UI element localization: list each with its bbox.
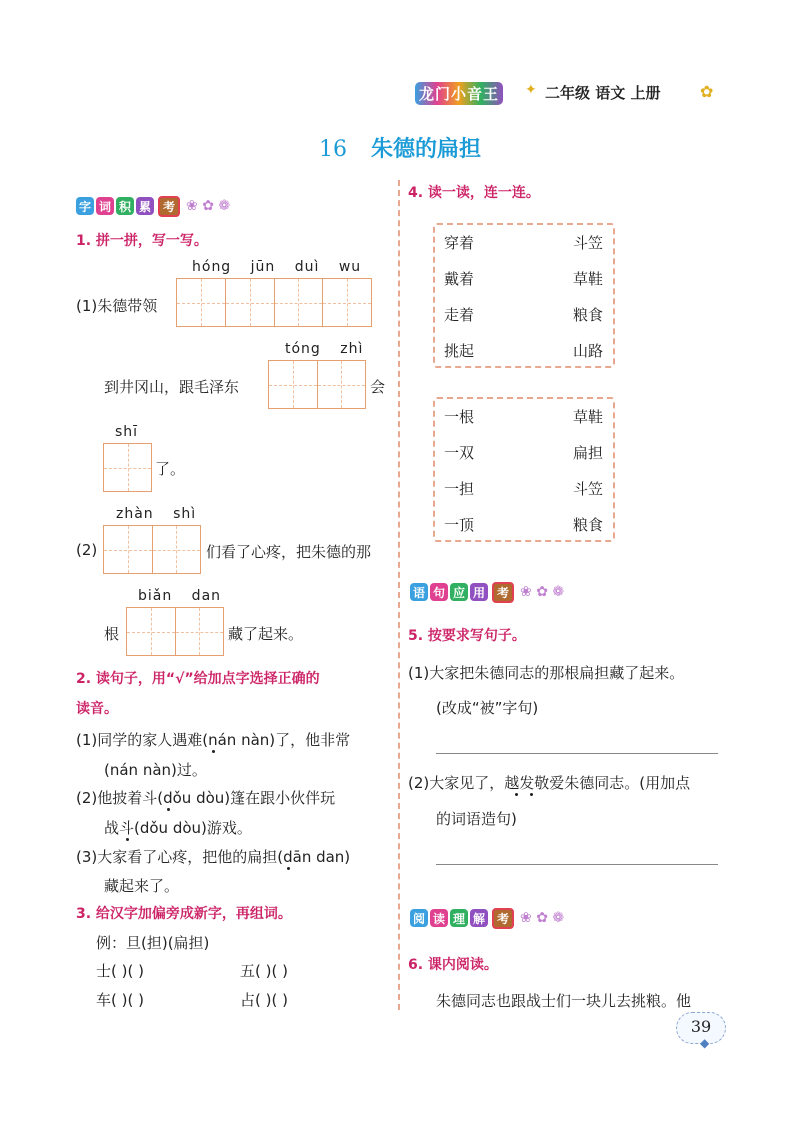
brand-logo (415, 82, 503, 105)
bird-icon: ◆ (700, 1036, 710, 1050)
match2-right-3[interactable]: 斗笠 (573, 480, 604, 498)
q1-text-5b: 藏了起来。 (228, 625, 304, 643)
match1-left-2[interactable]: 戴着 (444, 270, 475, 288)
q3-row-1a[interactable]: 士( )( ) (96, 962, 144, 980)
bear-kao-icon: 考 (492, 908, 514, 929)
match1-right-4[interactable]: 山路 (573, 342, 604, 360)
section-badge-sentences (410, 582, 564, 602)
q3-row-1b[interactable]: 五( )( ) (240, 962, 288, 980)
pinyin-zhan-shi: zhàn shì (116, 506, 197, 522)
bear-kao-icon: 考 (158, 196, 180, 217)
question-4-label: 4. 读一读，连一连。 (408, 185, 540, 201)
lesson-name: 朱德的扁担 (370, 137, 481, 162)
q5-line-1: (1)大家把朱德同志的那根扁担藏了起来。 (408, 664, 685, 682)
match1-left-4[interactable]: 挑起 (444, 342, 475, 360)
q2-line-3: (2)他披着斗(dǒu dòu)篷在跟小伙伴玩 (76, 789, 336, 807)
match1-right-1[interactable]: 斗笠 (573, 234, 604, 252)
question-3-label: 3. 给汉字加偏旁成新字，再组词。 (76, 906, 292, 922)
star-icon: ✦ (525, 82, 537, 98)
butterfly-icon: ❀ ✿ ❁ (520, 584, 565, 600)
writing-grid-4[interactable] (176, 278, 372, 327)
answer-line-2[interactable] (436, 864, 718, 865)
emphasis-dot (126, 838, 129, 841)
header-bar (415, 80, 725, 106)
q2-line-6: 藏起来了。 (104, 877, 180, 895)
section-title-reading: 阅 读 理 解 (410, 909, 488, 927)
emphasis-dot (515, 793, 518, 796)
match1-right-2[interactable]: 草鞋 (573, 270, 604, 288)
match2-right-4[interactable]: 粮食 (573, 516, 604, 534)
q1-text-5a: 根 (104, 625, 120, 643)
question-6-label: 6. 课内阅读。 (408, 957, 498, 973)
question-2-label: 2. 读句子，用“√”给加点字选择正确的 (76, 671, 320, 687)
q2-line-5: (3)大家看了心疼，把他的扁担(dān dan) (76, 848, 351, 866)
writing-grid-2c[interactable] (126, 607, 224, 656)
header-subtitle: 二年级 语文 上册 (545, 84, 661, 102)
q5-line-4: 的词语造句) (436, 810, 517, 828)
writing-grid-2a[interactable] (268, 360, 366, 409)
emphasis-dot (212, 750, 215, 753)
q3-example: 例：旦(担)(扁担) (96, 934, 210, 952)
match2-right-1[interactable]: 草鞋 (573, 408, 604, 426)
q3-row-2b[interactable]: 占( )( ) (240, 991, 288, 1009)
match1-left-1[interactable]: 穿着 (444, 234, 475, 252)
emphasis-dot (530, 793, 533, 796)
emphasis-dot (287, 867, 290, 870)
q1-text-2: 到井冈山，跟毛泽东 (104, 378, 240, 396)
q1-text-4b: 们看了心疼，把朱德的那 (206, 543, 372, 561)
q2-line-4: 战斗(dǒu dòu)游戏。 (104, 819, 252, 837)
bear-kao-icon: 考 (492, 582, 514, 603)
butterfly-icon: ❀ ✿ ❁ (520, 910, 565, 926)
q3-row-2a[interactable]: 车( )( ) (96, 991, 144, 1009)
pinyin-tong-zhi: tóng zhì (285, 341, 364, 357)
section-badge-words (76, 196, 230, 216)
section-badge-reading (410, 908, 564, 928)
pinyin-shi: shī (115, 424, 139, 440)
match2-left-3[interactable]: 一担 (444, 480, 475, 498)
lesson-title (0, 132, 800, 163)
q2-line-2: (nán nàn)过。 (104, 761, 207, 779)
q1-text-3: 了。 (155, 460, 186, 478)
section-title-sentences: 语 句 应 用 (410, 583, 488, 601)
question-1-label: 1. 拼一拼，写一写。 (76, 233, 208, 249)
butterfly-icon: ❀ ✿ ❁ (186, 198, 231, 214)
q2-line-1: (1)同学的家人遇难(nán nàn)了，他非常 (76, 731, 351, 749)
match2-left-1[interactable]: 一根 (444, 408, 475, 426)
q1-text-1: (1)朱德带领 (76, 297, 158, 315)
q1-text-4a: (2) (76, 541, 98, 559)
page-number: 39 (690, 1017, 712, 1036)
match1-right-3[interactable]: 粮食 (573, 306, 604, 324)
writing-grid-2b[interactable] (103, 525, 201, 574)
question-2-label-cont: 读音。 (76, 701, 118, 717)
match2-left-4[interactable]: 一顶 (444, 516, 475, 534)
match1-left-3[interactable]: 走着 (444, 306, 475, 324)
match2-left-2[interactable]: 一双 (444, 444, 475, 462)
lesson-number: 16 (318, 137, 347, 162)
q5-line-2: (改成“被”字句) (436, 699, 539, 717)
column-divider (398, 180, 400, 1010)
q6-passage: 朱德同志也跟战士们一块儿去挑粮。他 (436, 992, 692, 1010)
q1-text-2b: 会 (370, 378, 386, 396)
q5-line-3: (2)大家见了，越发敬爱朱德同志。(用加点 (408, 774, 691, 792)
pinyin-bian-dan: biǎn dan (138, 588, 222, 604)
writing-grid-1[interactable] (103, 443, 152, 492)
butterfly-icon: ✿ (700, 82, 714, 101)
section-title-words: 字 词 积 累 (76, 197, 154, 215)
question-5-label: 5. 按要求写句子。 (408, 628, 526, 644)
match2-right-2[interactable]: 扁担 (573, 444, 604, 462)
pinyin-hong-jun-dui-wu: hóng jūn duì wu (192, 259, 362, 275)
emphasis-dot (167, 808, 170, 811)
brand-text: 龙门小音王 (415, 82, 503, 105)
answer-line-1[interactable] (436, 753, 718, 754)
